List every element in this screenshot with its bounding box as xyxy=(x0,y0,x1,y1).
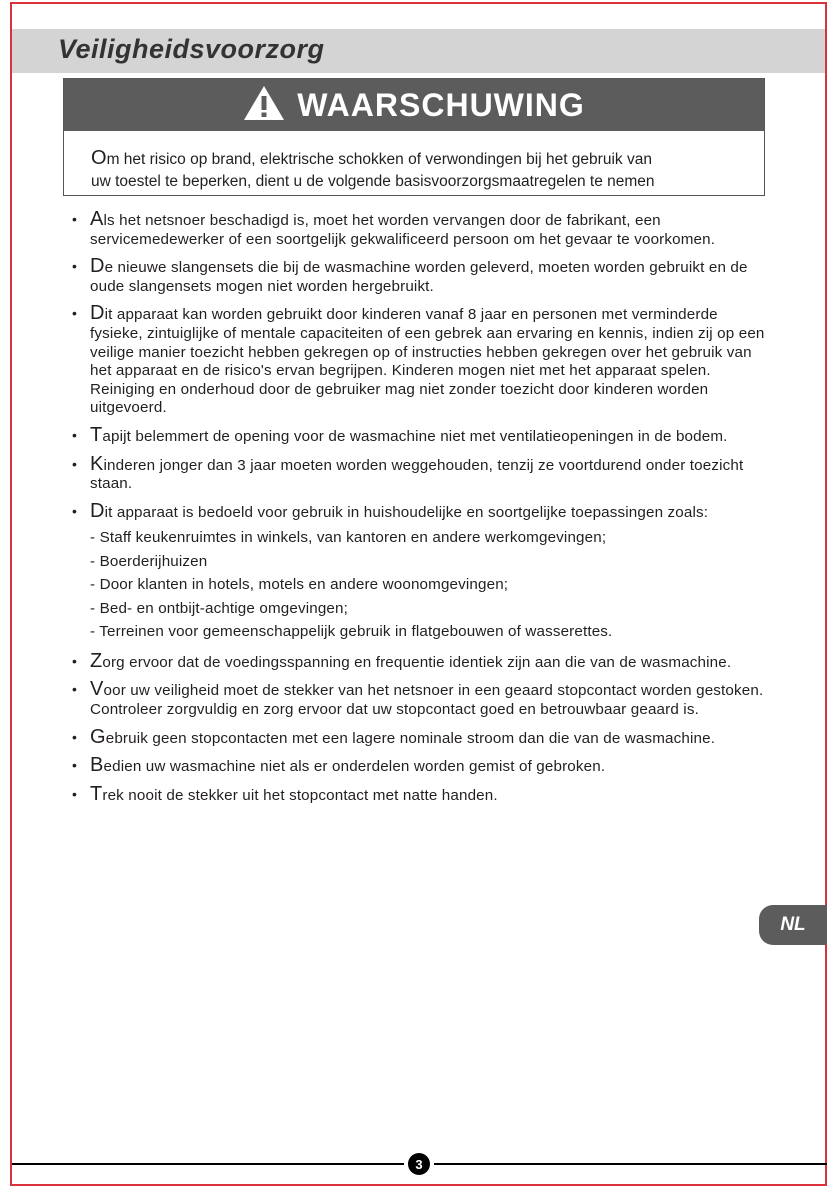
warning-triangle-icon xyxy=(243,85,285,121)
list-item-text: org ervoor dat de voedingsspanning en frequentie identiek zijn aan die van de wasmachine. xyxy=(102,653,732,671)
section-header xyxy=(12,29,825,73)
list-item-lead: G xyxy=(90,725,106,748)
list-item-text: ls het netsnoer beschadigd is, moet het worden vervangen door de fabrikant, een servicemedewerker of een soortgelijk gekwalificeerd persoon om het gevaar te voorkomen. xyxy=(90,212,716,248)
list-item xyxy=(72,423,772,447)
bullet: • xyxy=(72,502,78,519)
bullet: • xyxy=(72,258,78,275)
list-item xyxy=(72,756,772,777)
list-item-text: it apparaat is bedoeld voor gebruik in huishoudelijke en soortgelijke toepassingen zoals: xyxy=(104,503,709,521)
list-item xyxy=(72,257,772,296)
list-item xyxy=(72,782,772,806)
list-item-lead: T xyxy=(90,423,103,446)
list-item-text: rek nooit de stekker uit het stopcontact met natte handen. xyxy=(102,786,498,804)
sub-item: - Terreinen voor gemeenschappelijk gebruik in flatgebouwen of wasserettes. xyxy=(90,623,613,641)
bullet: • xyxy=(72,426,78,443)
language-tab-label: NL xyxy=(780,914,806,935)
list-item-text: oor uw veiligheid moet de stekker van het netsnoer in een geaard stopcontact worden gestoken. Controleer zorgvuldig en zorg ervoor dat uw stopcontact goed en betrouwbaar geaard is. xyxy=(90,682,764,718)
warning-box xyxy=(63,78,765,196)
list-item-text: apijt belemmert de opening voor de wasmachine niet met ventilatieopeningen in de bodem. xyxy=(102,427,728,445)
list-item-text: ebruik geen stopcontacten met een lagere nominale stroom dan die van de wasmachine. xyxy=(105,729,716,747)
list-item xyxy=(72,210,772,249)
language-tab xyxy=(759,905,827,945)
warning-intro-line2: uw toestel te beperken, dient u de volgende basisvoorzorgsmaatregelen te nemen xyxy=(91,173,655,190)
bullet: • xyxy=(72,757,78,774)
list-item xyxy=(72,304,772,418)
bullet: • xyxy=(72,305,78,322)
page-number-label: 3 xyxy=(415,1156,423,1172)
list-item xyxy=(72,725,772,749)
sub-item: - Boerderijhuizen xyxy=(90,552,208,570)
list-item-lead: D xyxy=(90,255,105,278)
list-item xyxy=(72,452,772,494)
list-item-lead: T xyxy=(90,782,103,805)
warning-intro-lead: O xyxy=(91,147,107,169)
footer-rule-right xyxy=(434,1163,827,1165)
sub-item: - Bed- en ontbijt-achtige omgevingen; xyxy=(90,599,348,617)
list-item xyxy=(72,649,772,673)
list-item-lead: B xyxy=(90,754,104,777)
bullet: • xyxy=(72,728,78,745)
page-title: Veiligheidsvoorzorg xyxy=(58,34,325,64)
sub-list xyxy=(90,526,772,644)
list-item-lead: A xyxy=(90,208,104,230)
sub-item: - Door klanten in hotels, motels en andere woonomgevingen; xyxy=(90,576,509,594)
list-item xyxy=(72,680,772,719)
bullet: • xyxy=(72,211,78,227)
warning-intro xyxy=(91,147,744,193)
safety-list xyxy=(72,210,772,813)
list-item-text: inderen jonger dan 3 jaar moeten worden weggehouden, tenzij ze voortdurend onder toezicht staan. xyxy=(90,456,744,493)
list-item-lead: D xyxy=(90,499,105,522)
footer-rule-left xyxy=(12,1163,404,1165)
list-item-lead: D xyxy=(90,302,105,325)
bullet: • xyxy=(72,681,78,698)
page-number xyxy=(408,1153,430,1175)
sub-item: - Staff keukenruimtes in winkels, van kantoren en andere werkomgevingen; xyxy=(90,529,607,547)
bullet: • xyxy=(72,455,78,472)
list-item-text: it apparaat kan worden gebruikt door kinderen vanaf 8 jaar en personen met verminderde fysieke, zintuiglijke of mentale capaciteiten of een gebrek aan ervaring en kennis, indien zij op een veilige manier toezicht hebben gekregen op of instructies hebben gekregen over het gebruik van het apparaat en de risico's ervan begrijpen. Kinderen mogen niet met het apparaat spelen. Reiniging en onderhoud door de gebruiker mag niet zonder toezicht door kinderen worden uitgevoerd. xyxy=(90,306,765,417)
bullet: • xyxy=(72,785,78,802)
warning-header xyxy=(64,79,764,131)
list-item-lead: Z xyxy=(90,649,103,672)
list-item-lead: V xyxy=(90,678,104,701)
warning-title: WAARSCHUWING xyxy=(297,86,585,123)
list-item-text: e nieuwe slangensets die bij de wasmachine worden geleverd, moeten worden gebruikt en de oude slangensets mogen niet worden hergebruikt. xyxy=(90,259,748,295)
list-item-text: edien uw wasmachine niet als er onderdelen worden gemist of gebroken. xyxy=(103,758,606,776)
bullet: • xyxy=(72,652,78,669)
warning-intro-line1: m het risico op brand, elektrische schokken of verwondingen bij het gebruik van xyxy=(106,151,652,168)
list-item xyxy=(72,499,772,644)
list-item-lead: K xyxy=(90,452,104,475)
